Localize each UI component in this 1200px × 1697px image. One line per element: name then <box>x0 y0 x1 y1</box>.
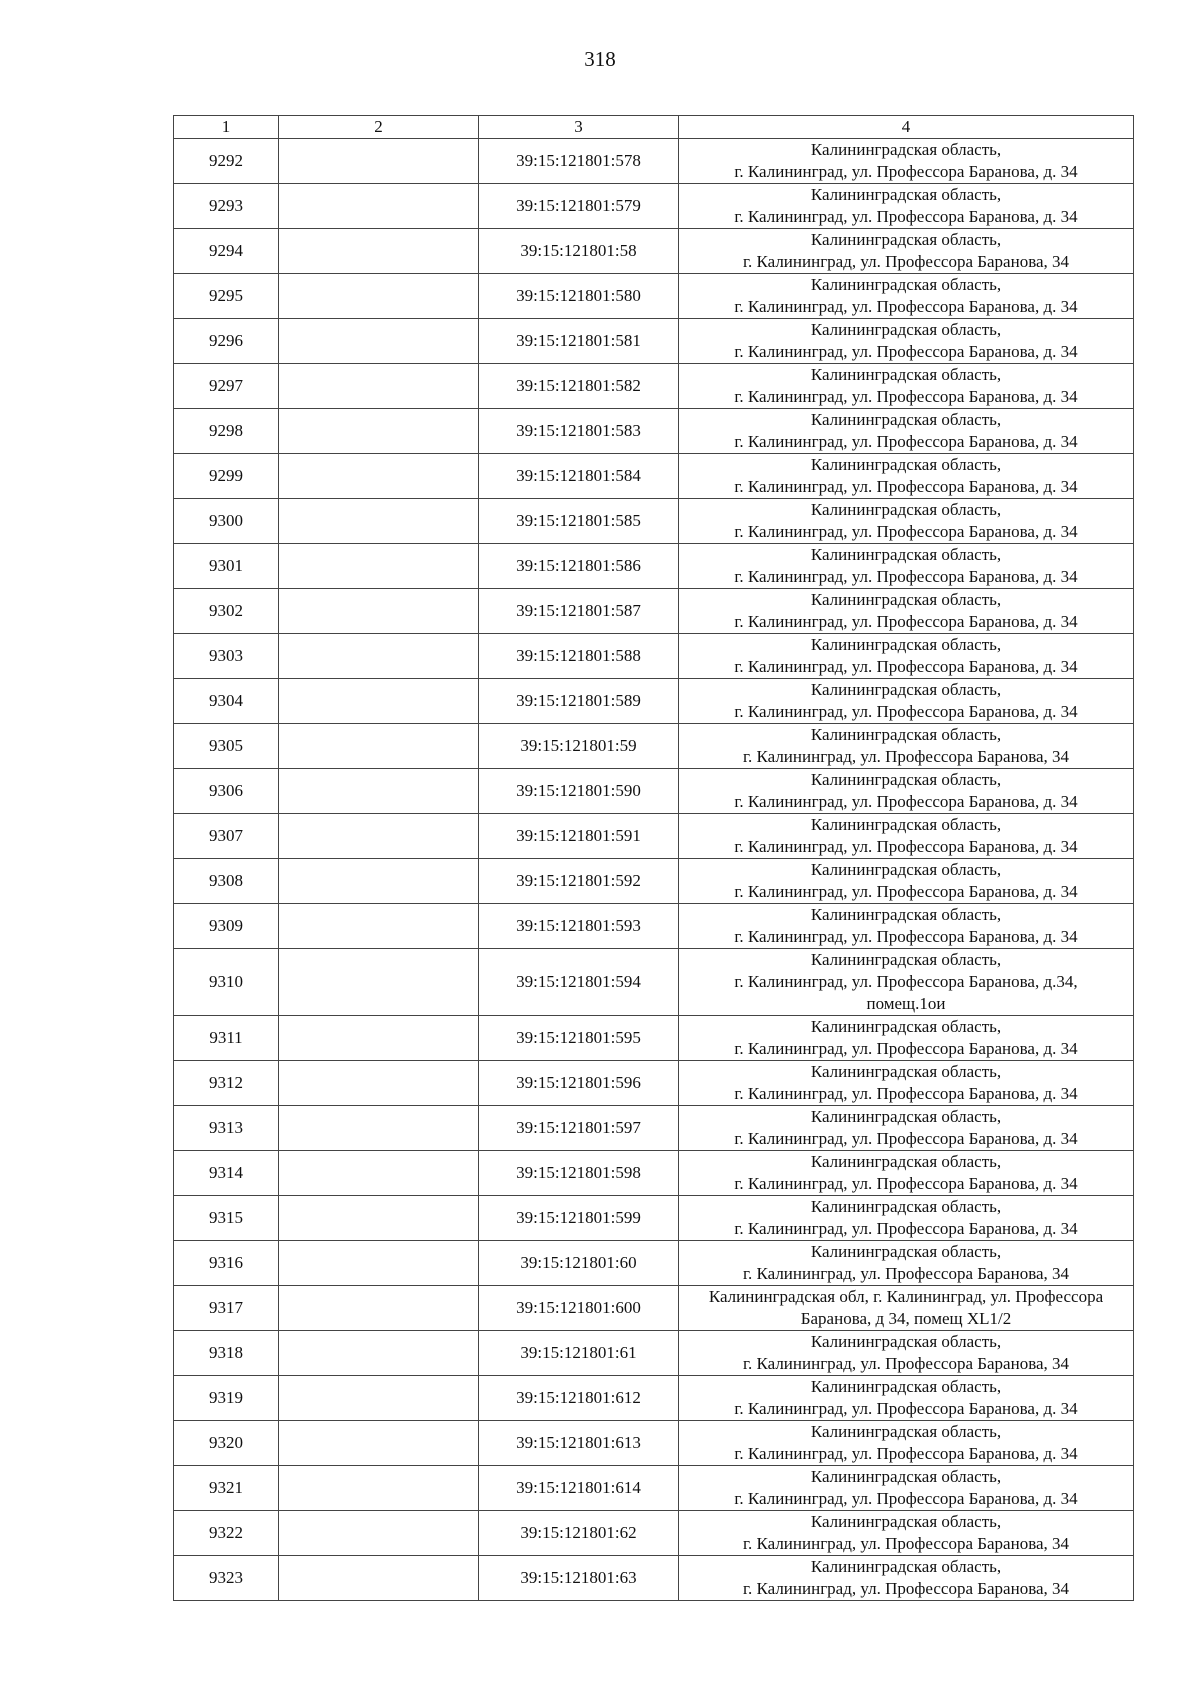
row-col2 <box>279 364 479 409</box>
row-col2 <box>279 769 479 814</box>
cadastral-number: 39:15:121801:596 <box>479 1061 679 1106</box>
row-number: 9319 <box>174 1376 279 1421</box>
row-number: 9298 <box>174 409 279 454</box>
table-body <box>174 139 1134 1601</box>
row-number: 9320 <box>174 1421 279 1466</box>
table-row <box>174 1556 1134 1601</box>
address: Калининградская область, г. Калининград, ул. Профессора Баранова, 34 <box>679 1511 1134 1556</box>
row-number: 9322 <box>174 1511 279 1556</box>
table-row <box>174 1286 1134 1331</box>
address: Калининградская область, г. Калининград, ул. Профессора Баранова, д. 34 <box>679 274 1134 319</box>
address: Калининградская область, г. Калининград, ул. Профессора Баранова, д. 34 <box>679 859 1134 904</box>
row-col2 <box>279 1151 479 1196</box>
row-col2 <box>279 859 479 904</box>
row-number: 9304 <box>174 679 279 724</box>
table-row <box>174 1466 1134 1511</box>
table-row <box>174 1061 1134 1106</box>
row-number: 9312 <box>174 1061 279 1106</box>
address: Калининградская область, г. Калининград, ул. Профессора Баранова, д. 34 <box>679 589 1134 634</box>
row-number: 9295 <box>174 274 279 319</box>
row-col2 <box>279 1511 479 1556</box>
address: Калининградская область, г. Калининград, ул. Профессора Баранова, д. 34 <box>679 1196 1134 1241</box>
row-col2 <box>279 409 479 454</box>
row-col2 <box>279 679 479 724</box>
cadastral-number: 39:15:121801:598 <box>479 1151 679 1196</box>
table-row <box>174 634 1134 679</box>
table-row <box>174 1376 1134 1421</box>
table-row <box>174 139 1134 184</box>
table-row <box>174 364 1134 409</box>
cadastral-number: 39:15:121801:59 <box>479 724 679 769</box>
cadastral-number: 39:15:121801:589 <box>479 679 679 724</box>
row-col2 <box>279 1061 479 1106</box>
cadastral-number: 39:15:121801:582 <box>479 364 679 409</box>
row-col2 <box>279 1241 479 1286</box>
table-row <box>174 1331 1134 1376</box>
row-number: 9292 <box>174 139 279 184</box>
row-col2 <box>279 184 479 229</box>
address: Калининградская область, г. Калининград, ул. Профессора Баранова, д. 34 <box>679 544 1134 589</box>
header-row <box>174 116 1134 139</box>
row-col2 <box>279 499 479 544</box>
row-col2 <box>279 454 479 499</box>
cadastral-number: 39:15:121801:580 <box>479 274 679 319</box>
table-row <box>174 454 1134 499</box>
row-number: 9301 <box>174 544 279 589</box>
row-number: 9299 <box>174 454 279 499</box>
address: Калининградская область, г. Калининград, ул. Профессора Баранова, 34 <box>679 724 1134 769</box>
row-number: 9293 <box>174 184 279 229</box>
table-row <box>174 859 1134 904</box>
row-number: 9294 <box>174 229 279 274</box>
table-row <box>174 769 1134 814</box>
cadastral-number: 39:15:121801:599 <box>479 1196 679 1241</box>
address: Калининградская область, г. Калининград, ул. Профессора Баранова, д. 34 <box>679 1061 1134 1106</box>
address: Калининградская область, г. Калининград, ул. Профессора Баранова, д. 34 <box>679 409 1134 454</box>
cadastral-number: 39:15:121801:62 <box>479 1511 679 1556</box>
row-number: 9309 <box>174 904 279 949</box>
cadastral-number: 39:15:121801:578 <box>479 139 679 184</box>
cadastral-number: 39:15:121801:613 <box>479 1421 679 1466</box>
row-col2 <box>279 274 479 319</box>
table-row <box>174 499 1134 544</box>
cadastral-number: 39:15:121801:60 <box>479 1241 679 1286</box>
address: Калининградская область, г. Калининград, ул. Профессора Баранова, 34 <box>679 229 1134 274</box>
row-col2 <box>279 544 479 589</box>
address: Калининградская область, г. Калининград, ул. Профессора Баранова, д. 34 <box>679 904 1134 949</box>
address: Калининградская область, г. Калининград, ул. Профессора Баранова, д. 34 <box>679 1376 1134 1421</box>
table-row <box>174 1421 1134 1466</box>
cadastral-number: 39:15:121801:584 <box>479 454 679 499</box>
table-row <box>174 274 1134 319</box>
address: Калининградская область, г. Калининград, ул. Профессора Баранова, 34 <box>679 1241 1134 1286</box>
row-col2 <box>279 1466 479 1511</box>
cadastral-number: 39:15:121801:612 <box>479 1376 679 1421</box>
table-row <box>174 184 1134 229</box>
address: Калининградская область, г. Калининград, ул. Профессора Баранова, д. 34 <box>679 769 1134 814</box>
row-col2 <box>279 1106 479 1151</box>
address: Калининградская область, г. Калининград, ул. Профессора Баранова, д. 34 <box>679 1016 1134 1061</box>
cadastral-number: 39:15:121801:595 <box>479 1016 679 1061</box>
cadastral-number: 39:15:121801:586 <box>479 544 679 589</box>
table-row <box>174 724 1134 769</box>
table-row <box>174 1511 1134 1556</box>
table-header <box>174 116 1134 139</box>
cadastral-number: 39:15:121801:590 <box>479 769 679 814</box>
row-col2 <box>279 949 479 1016</box>
address: Калининградская область, г. Калининград, ул. Профессора Баранова, д. 34 <box>679 1151 1134 1196</box>
table-row <box>174 904 1134 949</box>
row-number: 9311 <box>174 1016 279 1061</box>
cadastral-number: 39:15:121801:591 <box>479 814 679 859</box>
table-row <box>174 544 1134 589</box>
row-number: 9310 <box>174 949 279 1016</box>
table-row <box>174 679 1134 724</box>
address: Калининградская область, г. Калининград, ул. Профессора Баранова, д. 34 <box>679 814 1134 859</box>
table-row <box>174 319 1134 364</box>
row-number: 9313 <box>174 1106 279 1151</box>
address: Калининградская обл, г. Калининград, ул. Профессора Баранова, д 34, помещ XL1/2 <box>679 1286 1134 1331</box>
row-col2 <box>279 1376 479 1421</box>
row-number: 9296 <box>174 319 279 364</box>
row-col2 <box>279 904 479 949</box>
table-row <box>174 1196 1134 1241</box>
header-col-4: 4 <box>679 116 1134 139</box>
cadastral-number: 39:15:121801:579 <box>479 184 679 229</box>
header-col-2: 2 <box>279 116 479 139</box>
row-number: 9318 <box>174 1331 279 1376</box>
cadastral-number: 39:15:121801:61 <box>479 1331 679 1376</box>
row-col2 <box>279 724 479 769</box>
row-number: 9323 <box>174 1556 279 1601</box>
address: Калининградская область, г. Калининград, ул. Профессора Баранова, д.34, помещ.1ои <box>679 949 1134 1016</box>
row-number: 9308 <box>174 859 279 904</box>
row-number: 9314 <box>174 1151 279 1196</box>
address: Калининградская область, г. Калининград, ул. Профессора Баранова, д. 34 <box>679 1466 1134 1511</box>
address: Калининградская область, г. Калининград, ул. Профессора Баранова, д. 34 <box>679 319 1134 364</box>
cadastral-number: 39:15:121801:593 <box>479 904 679 949</box>
address: Калининградская область, г. Калининград, ул. Профессора Баранова, д. 34 <box>679 679 1134 724</box>
address: Калининградская область, г. Калининград, ул. Профессора Баранова, д. 34 <box>679 1106 1134 1151</box>
address: Калининградская область, г. Калининград, ул. Профессора Баранова, 34 <box>679 1556 1134 1601</box>
row-number: 9302 <box>174 589 279 634</box>
row-col2 <box>279 1331 479 1376</box>
row-col2 <box>279 814 479 859</box>
cadastral-number: 39:15:121801:581 <box>479 319 679 364</box>
row-number: 9300 <box>174 499 279 544</box>
row-number: 9321 <box>174 1466 279 1511</box>
table-row <box>174 1151 1134 1196</box>
row-col2 <box>279 229 479 274</box>
row-col2 <box>279 1196 479 1241</box>
row-number: 9316 <box>174 1241 279 1286</box>
row-col2 <box>279 1016 479 1061</box>
header-col-3: 3 <box>479 116 679 139</box>
cadastral-number: 39:15:121801:592 <box>479 859 679 904</box>
header-col-1: 1 <box>174 116 279 139</box>
address: Калининградская область, г. Калининград, ул. Профессора Баранова, д. 34 <box>679 364 1134 409</box>
table-row <box>174 589 1134 634</box>
row-col2 <box>279 319 479 364</box>
table-row <box>174 409 1134 454</box>
cadastral-number: 39:15:121801:597 <box>479 1106 679 1151</box>
address: Калининградская область, г. Калининград, ул. Профессора Баранова, д. 34 <box>679 139 1134 184</box>
row-number: 9305 <box>174 724 279 769</box>
row-col2 <box>279 1556 479 1601</box>
cadastral-number: 39:15:121801:63 <box>479 1556 679 1601</box>
table-row <box>174 814 1134 859</box>
address: Калининградская область, г. Калининград, ул. Профессора Баранова, д. 34 <box>679 454 1134 499</box>
row-col2 <box>279 1421 479 1466</box>
row-number: 9306 <box>174 769 279 814</box>
table-row <box>174 949 1134 1016</box>
address: Калининградская область, г. Калининград, ул. Профессора Баранова, д. 34 <box>679 634 1134 679</box>
row-number: 9303 <box>174 634 279 679</box>
row-number: 9297 <box>174 364 279 409</box>
row-col2 <box>279 589 479 634</box>
row-number: 9307 <box>174 814 279 859</box>
table-row <box>174 229 1134 274</box>
cadastral-number: 39:15:121801:588 <box>479 634 679 679</box>
cadastral-number: 39:15:121801:58 <box>479 229 679 274</box>
table-row <box>174 1241 1134 1286</box>
address: Калининградская область, г. Калининград, ул. Профессора Баранова, д. 34 <box>679 184 1134 229</box>
cadastral-number: 39:15:121801:600 <box>479 1286 679 1331</box>
address: Калининградская область, г. Калининград, ул. Профессора Баранова, д. 34 <box>679 1421 1134 1466</box>
address: Калининградская область, г. Калининград, ул. Профессора Баранова, д. 34 <box>679 499 1134 544</box>
row-number: 9317 <box>174 1286 279 1331</box>
cadastral-number: 39:15:121801:594 <box>479 949 679 1016</box>
row-col2 <box>279 1286 479 1331</box>
row-number: 9315 <box>174 1196 279 1241</box>
address: Калининградская область, г. Калининград, ул. Профессора Баранова, 34 <box>679 1331 1134 1376</box>
registry-table <box>173 115 1134 1601</box>
table-row <box>174 1106 1134 1151</box>
cadastral-number: 39:15:121801:585 <box>479 499 679 544</box>
page-number: 318 <box>584 47 616 71</box>
cadastral-number: 39:15:121801:614 <box>479 1466 679 1511</box>
row-col2 <box>279 634 479 679</box>
cadastral-number: 39:15:121801:587 <box>479 589 679 634</box>
cadastral-number: 39:15:121801:583 <box>479 409 679 454</box>
row-col2 <box>279 139 479 184</box>
table-row <box>174 1016 1134 1061</box>
